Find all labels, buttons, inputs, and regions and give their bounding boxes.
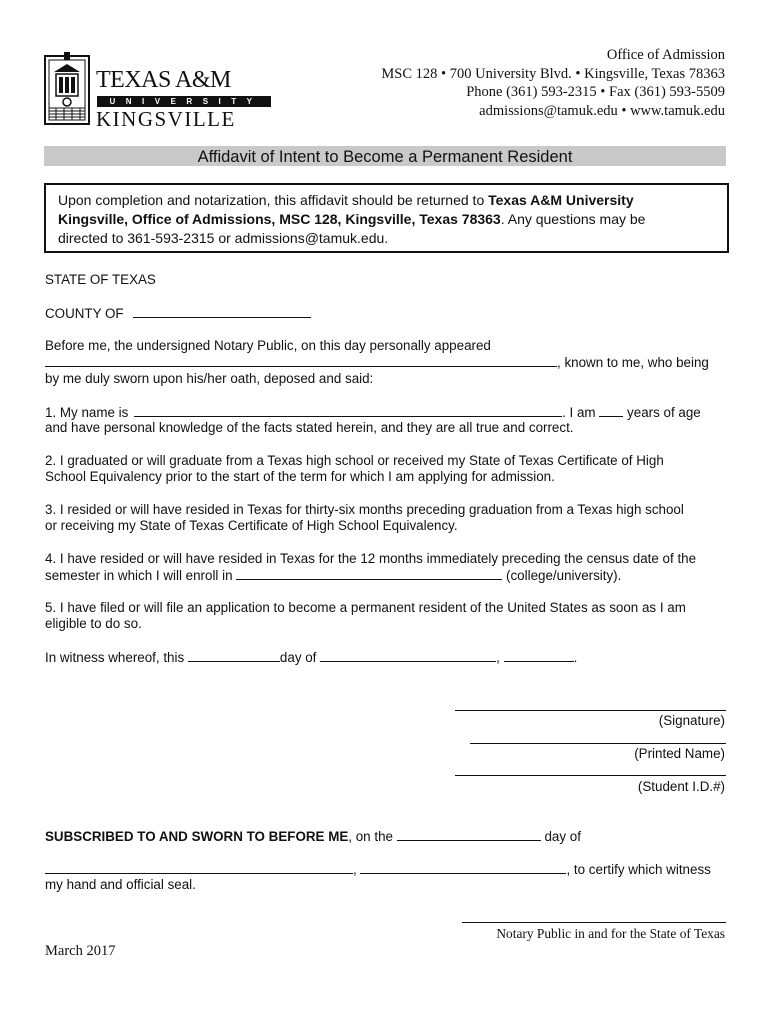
item-4-line-2: [45, 566, 621, 584]
notice-text-3: directed to 361-593-2315 or admissions@tamuk.edu.: [58, 230, 389, 246]
item-1-label: 1. My name is: [45, 405, 129, 420]
office-email-web: admissions@tamuk.edu • www.tamuk.edu: [479, 102, 725, 119]
signature-label: (Signature): [658, 713, 725, 728]
sworn-bold-text: SUBSCRIBED TO AND SWORN TO BEFORE ME: [45, 829, 349, 844]
item-3-line-2: or receiving my State of Texas Certificate of High School Equivalency.: [45, 518, 458, 533]
item-2-line-2: School Equivalency prior to the start of the term for which I am applying for admission.: [45, 469, 555, 484]
witness-label: In witness whereof, this: [45, 650, 185, 665]
witness-day-of: day of: [279, 650, 317, 665]
certify-text: , to certify which witness: [566, 862, 711, 877]
college-field[interactable]: [236, 566, 502, 580]
certify-comma: ,: [353, 862, 357, 877]
name-field[interactable]: [134, 403, 562, 417]
witness-line: [45, 648, 577, 666]
witness-year-field[interactable]: [504, 648, 574, 662]
seal-line: my hand and official seal.: [45, 877, 196, 892]
logo-wordmark-band: UNIVERSITY: [97, 96, 271, 107]
item-5-line-2: eligible to do so.: [45, 616, 142, 631]
county-field[interactable]: [133, 304, 311, 318]
notice-text-1: Upon completion and notarization, this affidavit should be returned to: [58, 192, 489, 208]
intro-line-2: [45, 353, 709, 371]
item-1-line-2: and have personal knowledge of the facts stated herein, and they are all true and correct.: [45, 420, 574, 435]
age-field[interactable]: [599, 403, 623, 417]
item-4-text: semester in which I will enroll in: [45, 568, 233, 583]
state-label: STATE OF TEXAS: [45, 272, 156, 287]
item-2-line-1: 2. I graduated or will graduate from a Texas high school or received my State of Texas Certificate of High: [45, 453, 664, 468]
student-id-field[interactable]: [455, 775, 726, 776]
intro-text-2: , known to me, who being: [557, 355, 709, 370]
signature-field[interactable]: [455, 710, 726, 711]
document-title: Affidavit of Intent to Become a Permanent Resident: [44, 146, 726, 166]
witness-period: .: [573, 650, 578, 665]
footer-date: March 2017: [45, 943, 116, 959]
affiant-name-field[interactable]: [45, 353, 557, 367]
county-label: COUNTY OF: [45, 306, 124, 321]
instructions-box: [44, 183, 729, 253]
item-4-suffix: (college/university).: [506, 568, 622, 583]
office-name: Office of Admission: [606, 47, 725, 63]
notary-signature-field[interactable]: [462, 922, 726, 923]
notice-bold-2: Kingsville, Office of Admissions, MSC 128, Kingsville, Texas 78363: [58, 211, 501, 227]
notice-bold-1: Texas A&M University: [488, 192, 634, 208]
logo-wordmark-bottom: KINGSVILLE: [96, 107, 236, 131]
intro-line-1: Before me, the undersigned Notary Public, on this day personally appeared: [45, 338, 491, 353]
notice-text-2: . Any questions may be: [500, 211, 646, 227]
sworn-line: [45, 827, 581, 845]
student-id-label: (Student I.D.#): [637, 779, 725, 794]
item-3-line-1: 3. I resided or will have resided in Texas for thirty-six months preceding graduation from a Texas high school: [45, 502, 684, 517]
sworn-year-field[interactable]: [360, 860, 566, 874]
witness-month-field[interactable]: [320, 648, 496, 662]
office-phone-fax: Phone (361) 593-2315 • Fax (361) 593-5509: [466, 84, 725, 100]
notary-label: Notary Public in and for the State of Texas: [496, 926, 725, 941]
sworn-on-text: , on the: [348, 829, 393, 844]
sworn-day-field[interactable]: [397, 827, 541, 841]
office-address: MSC 128 • 700 University Blvd. • Kingsville, Texas 78363: [381, 65, 725, 82]
university-logo: [44, 50, 263, 131]
county-line: [45, 304, 311, 322]
witness-day-field[interactable]: [188, 648, 280, 662]
item-1-age-label: . I am: [562, 405, 596, 420]
tower-icon: [44, 50, 90, 126]
intro-line-3: by me duly sworn upon his/her oath, deposed and said:: [45, 371, 374, 386]
sworn-day-of: day of: [544, 829, 581, 844]
printed-name-field[interactable]: [470, 743, 726, 744]
office-address-block: [381, 46, 725, 120]
item-5-line-1: 5. I have filed or will file an application to become a permanent resident of the United States as soon as I am: [45, 600, 686, 615]
printed-name-label: (Printed Name): [634, 746, 725, 761]
witness-comma: ,: [496, 650, 500, 665]
item-1-age-suffix: years of age: [627, 405, 701, 420]
item-4-line-1: 4. I have resided or will have resided in Texas for the 12 months immediately preceding the census date of the: [45, 551, 697, 566]
logo-wordmark-top: TEXAS A&M: [96, 67, 231, 93]
sworn-month-field[interactable]: [45, 860, 353, 874]
